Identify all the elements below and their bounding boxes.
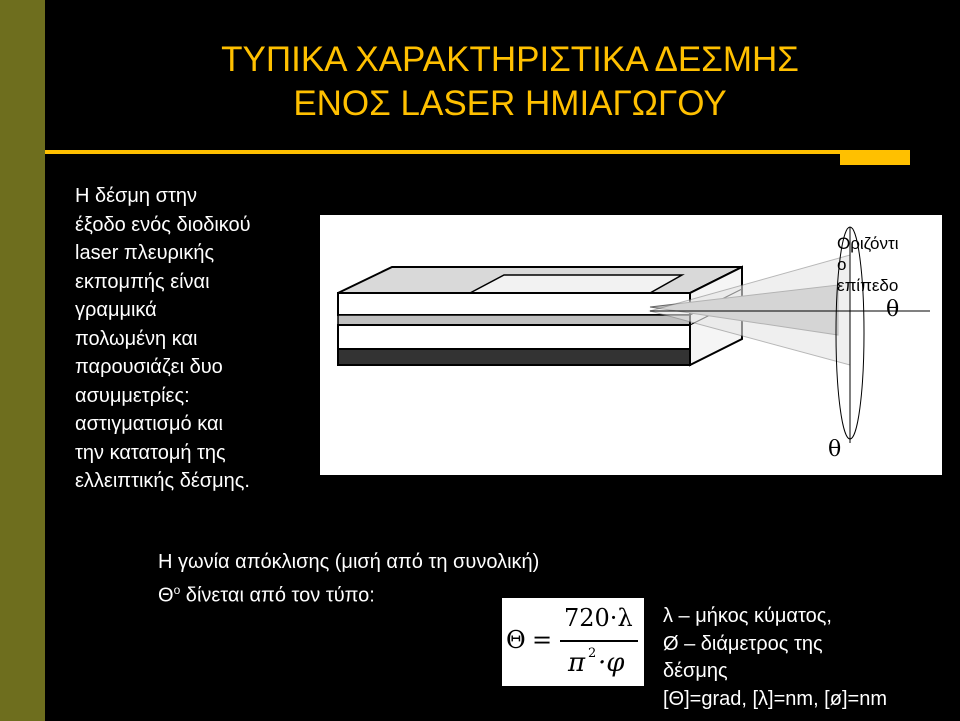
divergence-line-2-text: δίνεται από τον τύπο:: [180, 584, 375, 607]
fraction-bar: [560, 640, 638, 642]
note-line: λ – μήκος κύματος,: [663, 605, 832, 627]
description-line: αστιγματισμό και: [75, 413, 223, 435]
chip-ridge: [470, 275, 682, 293]
chip-substrate: [338, 349, 690, 365]
title-underline: [45, 150, 910, 154]
formula-equals: =: [532, 626, 553, 654]
horizontal-plane-label: [837, 233, 898, 296]
divergence-text: [158, 548, 539, 610]
note-line: δέσμης: [663, 660, 728, 682]
title-line-1: ΤΥΠΙΚΑ ΧΑΡΑΚΤΗΡΙΣΤΙΚΑ ΔΕΣΜΗΣ: [221, 40, 799, 79]
horizontal-plane-label-line: επίπεδο: [837, 276, 899, 295]
vertical-plane-label-line: Κατακόρυφ: [654, 389, 739, 408]
description-line: πολωμένη και: [75, 327, 198, 350]
description-line: παρουσιάζει δυο: [75, 356, 223, 378]
slide-title: [100, 38, 920, 126]
variable-notes: [663, 603, 887, 713]
theta-symbol: Θ: [158, 584, 174, 607]
chip-front-mid-layer: [338, 325, 690, 349]
sidebar-strip: [0, 0, 45, 721]
description-line: Η δέσμη στην: [75, 185, 197, 207]
description-line: έξοδο ενός διοδικού: [75, 213, 251, 236]
laser-beam-diagram: [320, 215, 942, 475]
description-line: εκπομπής είναι: [75, 270, 210, 293]
formula-denominator-pi: π: [568, 648, 586, 678]
description-text: [75, 182, 325, 496]
description-line: laser πλευρικής: [75, 242, 215, 264]
formula-denominator-exponent: 2: [588, 646, 597, 661]
title-underline-accent: [840, 150, 910, 165]
description-line: ελλειπτικής δέσμης.: [75, 470, 250, 492]
horizontal-plane-label-line: ο: [837, 255, 847, 274]
description-line: την κατατομή της: [75, 441, 226, 464]
divergence-line-2: [158, 576, 539, 610]
description-line: ασυμμετρίες:: [75, 384, 190, 407]
divergence-line-1: Η γωνία απόκλισης (μισή από τη συνολική): [158, 551, 540, 573]
formula-numerator: 720·λ: [564, 604, 633, 632]
description-line: γραμμικά: [75, 299, 157, 321]
divergence-formula: [502, 598, 644, 686]
title-line-2: ΕΝΟΣ LASER ΗΜΙΑΓΩΓΟΥ: [293, 84, 727, 123]
horizontal-plane-label-line: Οριζόντι: [837, 234, 899, 253]
chip-front-top-layer: [338, 293, 690, 315]
formula-denominator-rest: ·φ: [598, 648, 625, 678]
vertical-plane-label: [654, 387, 739, 435]
note-line: Ø – διάμετρος της: [663, 632, 823, 655]
chip-active-layer: [338, 315, 690, 325]
theta-horizontal: θ: [886, 297, 900, 322]
theta-vertical: θ: [828, 437, 842, 462]
vertical-plane-label-line: ο επίπεδο: [654, 413, 730, 432]
formula-lhs: Θ: [506, 626, 526, 654]
degree-superscript: ο: [173, 583, 181, 597]
note-line: [Θ]=grad, [λ]=nm, [ø]=nm: [663, 687, 887, 710]
